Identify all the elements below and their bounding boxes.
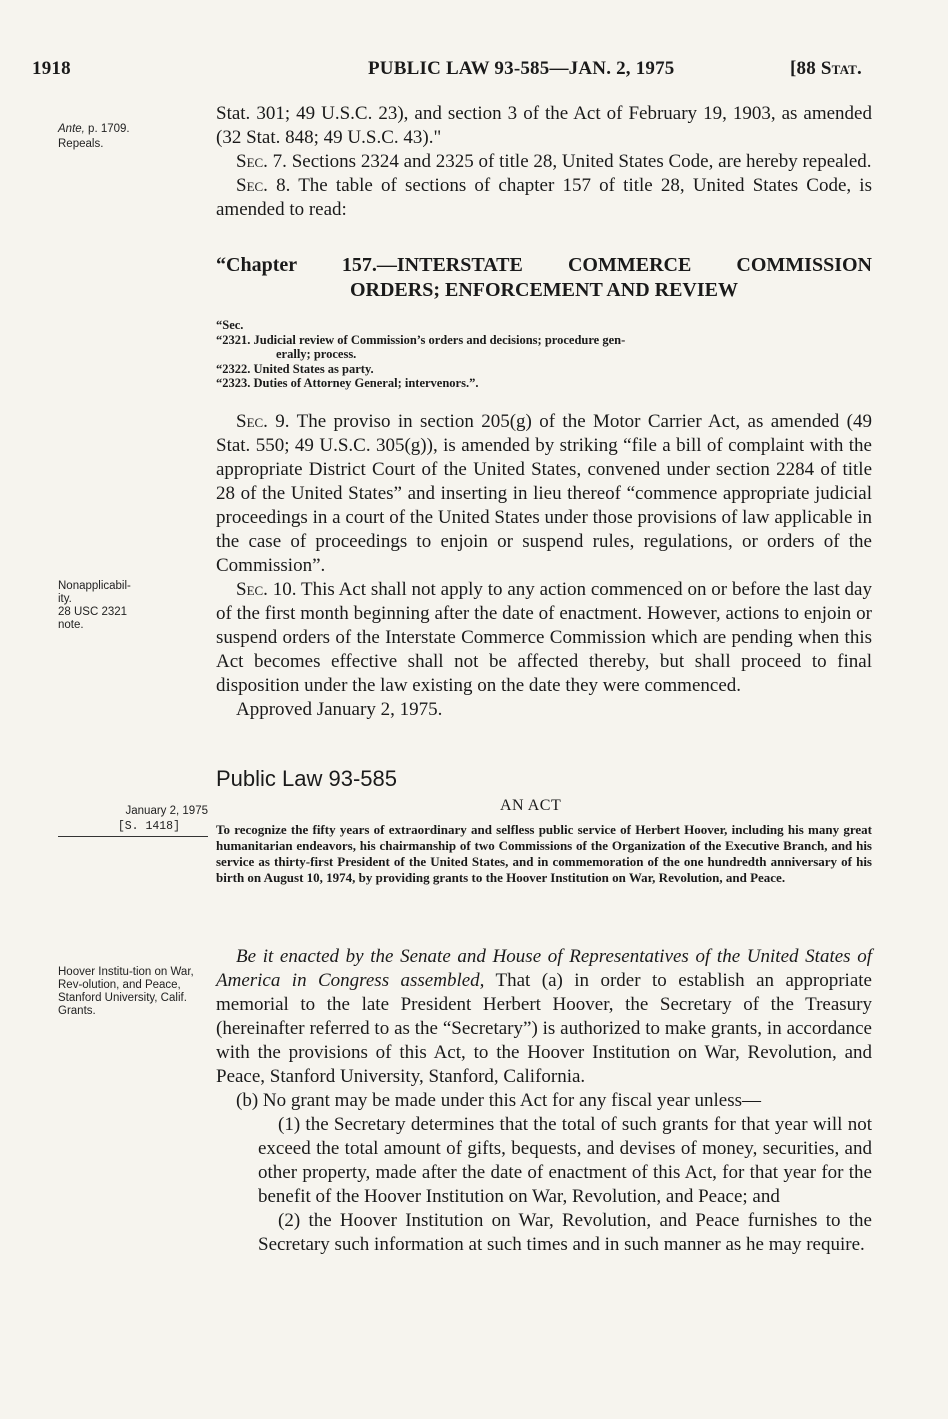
paragraph-continuation: Stat. 301; 49 U.S.C. 23), and section 3 of the Act of February 19, 1903, as amended (32 Stat. 848; 49 U.S.C. 43)." xyxy=(216,103,872,148)
item-1: (1) the Secretary determines that the total of such grants for that year will not exceed the total amount of gifts, bequests, and devises of money, securities, and other property, made after the date of enactment of this Act, for that year for the benefit of the Hoover Institution on War, Revolution, and Peace; and xyxy=(258,1114,872,1207)
chapter-heading-line1: “Chapter 157.—INTERSTATE COMMERCE COMMISSION xyxy=(216,254,872,276)
section-9-label: Sec. 9. xyxy=(236,411,290,432)
toc-item-2321: “2321. Judicial review of Commission’s orders and decisions; procedure gen- xyxy=(216,332,626,347)
margin-note-nonapplicability: Nonapplicabil-ity. xyxy=(58,580,131,605)
act-purpose-text: To recognize the fifty years of extraordinary and selfless public service of Herbert Hoover, including his many great humanitarian endeavors, his chairmanship of two Commissions of the Organization of the Executive Branch, and his service as thirty-first President of the United States, and in commemoration of the one hundredth anniversary of his birth on August 10, 1974, by providing grants to the Hoover Institution on War, Revolution, and Peace. xyxy=(216,822,872,885)
toc-item-2323: “2323. Duties of Attorney General; intervenors.”. xyxy=(216,376,479,390)
an-act-heading: AN ACT xyxy=(500,797,562,814)
section-8 xyxy=(216,174,872,222)
enacting-clause-text: That (a) in order to establish an appropriate memorial to the late President Herbert Hoover, the Secretary of the Treasury (hereinafter referred to as the “Secretary”) is authorized to make grants, in accordance with the provisions of this Act, to the Hoover Institution on War, Revolution, and Peace, Stanford University, Stanford, California. xyxy=(216,970,872,1087)
approved-line: Approved January 2, 1975. xyxy=(236,699,443,720)
section-10-label: Sec. 10. xyxy=(236,579,297,600)
section-10-text: This Act shall not apply to any action commenced on or before the last day of the first month beginning after the date of enactment. However, actions to enjoin or suspend orders of the Interstate Commerce Commission which are pending when this Act becomes effective shall not be affected thereby, but shall proceed to final disposition under the law existing on the date they were commenced. xyxy=(216,579,872,696)
margin-note-date: January 2, 1975 xyxy=(125,805,208,817)
main-text-middle xyxy=(216,410,872,722)
section-7-label: Sec. 7. xyxy=(236,151,287,172)
section-7-text: Sections 2324 and 2325 of title 28, United States Code, are hereby repealed. xyxy=(286,151,872,172)
chapter-heading-line2: ORDERS; ENFORCEMENT AND REVIEW xyxy=(349,279,738,301)
section-9-text: The proviso in section 205(g) of the Motor Carrier Act, as amended (49 Stat. 550; 49 U.S.C. 305(g)), is amended by striking “file a bill of complaint with the appropriate District Court of the United States, convened under section 2284 of title 28 of the United States” and inserting in lieu thereof “commence appropriate judicial proceedings in a court of the United States under those provisions of law applicable in the case of proceedings to enjoin or suspend rules, regulations, or orders of the Commission”. xyxy=(216,411,873,576)
act-purpose xyxy=(216,822,872,886)
section-8-text: The table of sections of chapter 157 of title 28, United States Code, is amended to read: xyxy=(216,175,872,220)
public-law-title: Public Law 93-585 xyxy=(216,766,398,791)
section-9 xyxy=(216,410,872,578)
margin-note-bill: [S. 1418] xyxy=(117,820,180,833)
margin-note-usc: 28 USC 2321 note. xyxy=(58,606,128,631)
enacting-clause xyxy=(216,945,872,1089)
margin-note-ante xyxy=(58,123,208,136)
stat-reference xyxy=(790,58,862,80)
stat-reference-label: Stat. xyxy=(820,58,863,79)
toc-item-2322: “2322. United States as party. xyxy=(216,361,374,376)
margin-note-repeals: Repeals. xyxy=(58,138,104,150)
enacting-clause-italic: Be it enacted by the Senate and House of Representatives of the United States of America in Congress assembled, xyxy=(216,946,872,991)
toc-sec-label: “Sec. xyxy=(216,318,244,332)
running-title: PUBLIC LAW 93-585—JAN. 2, 1975 xyxy=(368,58,675,79)
main-text-bottom xyxy=(216,945,872,1257)
stat-reference-open: [88 xyxy=(790,58,821,79)
section-8-label: Sec. 8. xyxy=(236,175,291,196)
chapter-heading xyxy=(216,253,872,303)
item-2: (2) the Hoover Institution on War, Revolution, and Peace furnishes to the Secretary such information at such times and in such manner as he may require. xyxy=(258,1210,872,1255)
table-of-sections xyxy=(216,318,872,391)
margin-note-ante-page: p. 1709. xyxy=(84,123,130,135)
main-text-top xyxy=(216,102,872,222)
section-7 xyxy=(216,150,872,174)
toc-item-2321-cont: erally; process. xyxy=(276,347,357,361)
subsection-b: (b) No grant may be made under this Act for any fiscal year unless— xyxy=(236,1090,761,1111)
margin-note-ante-italic: Ante, xyxy=(58,123,85,135)
margin-note-hoover: Hoover Institu-tion on War, Rev-olution, and Peace, Stanford University, Calif. Grants. xyxy=(58,966,194,1017)
section-10 xyxy=(216,578,872,698)
page-number: 1918 xyxy=(32,58,71,79)
margin-rule xyxy=(58,836,208,837)
